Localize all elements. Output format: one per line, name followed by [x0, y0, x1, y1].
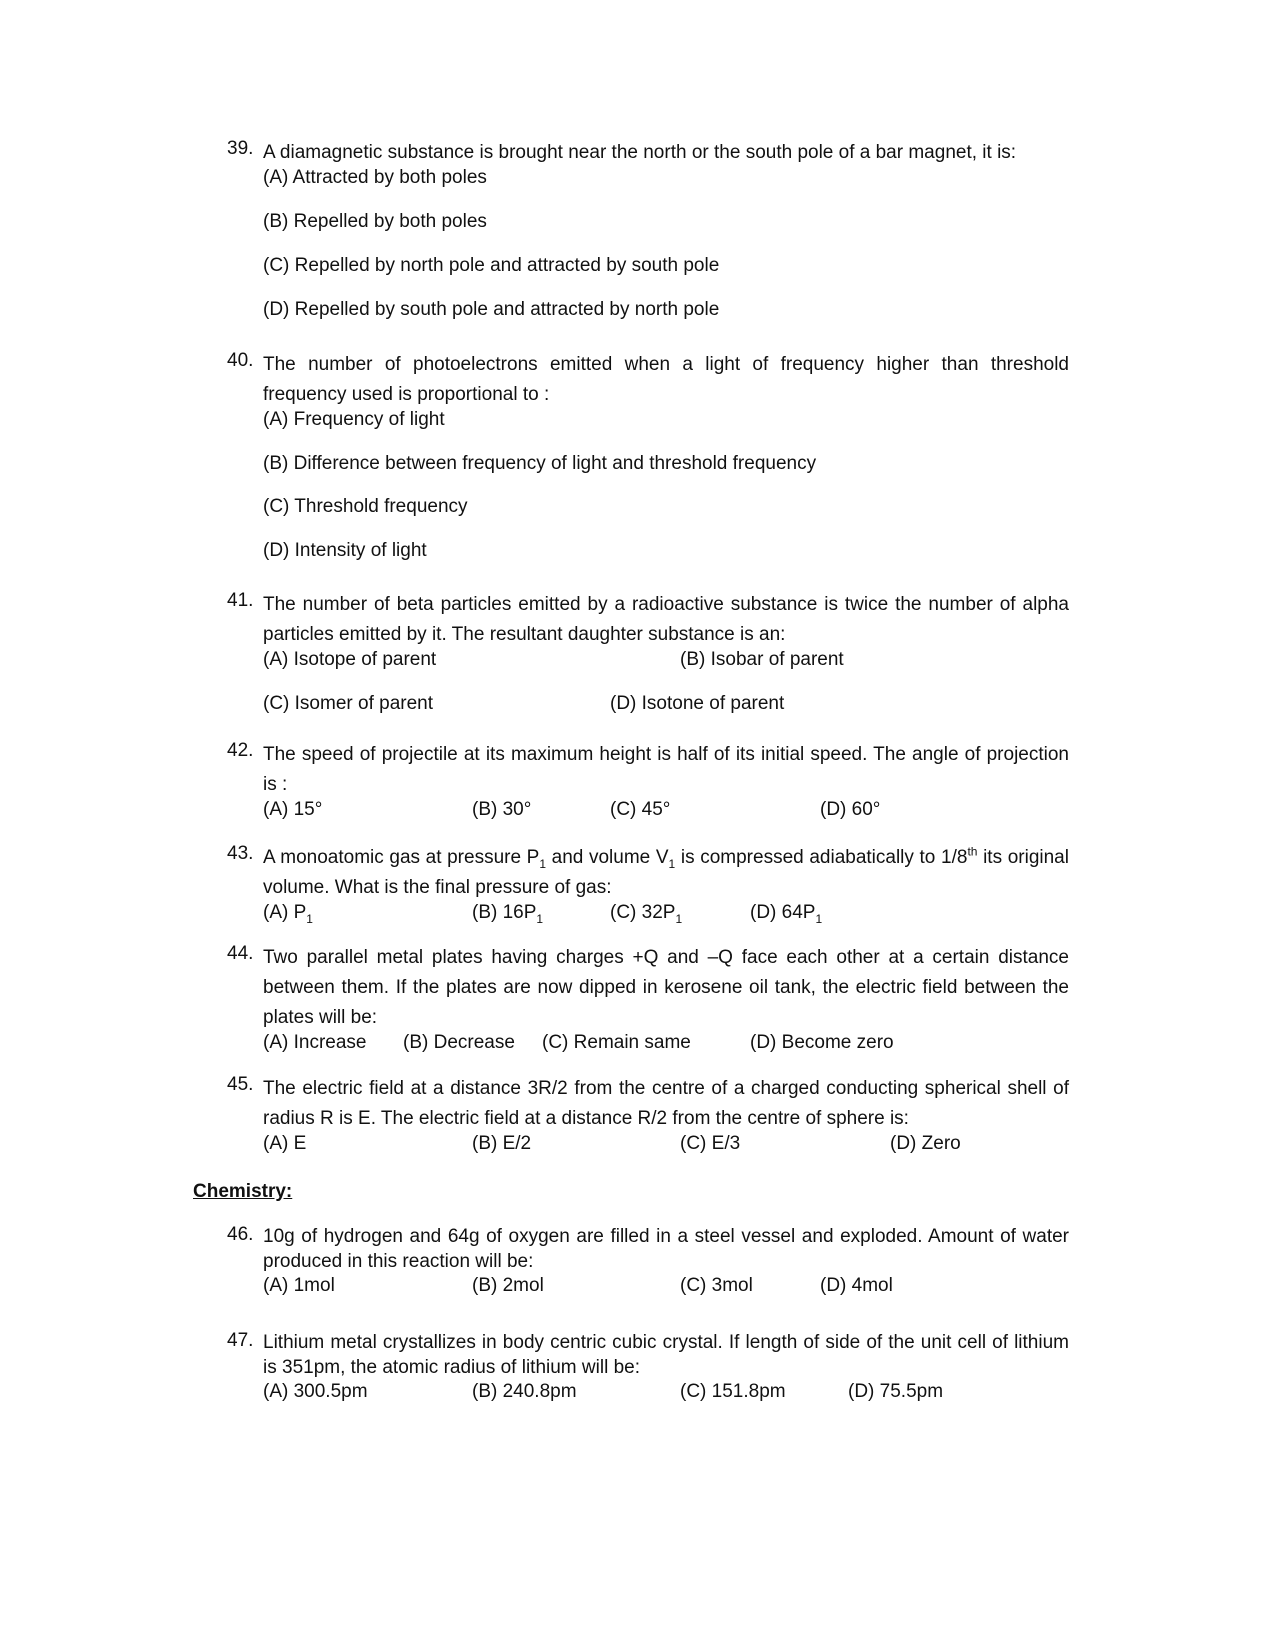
option-c: (C) Threshold frequency: [263, 496, 468, 517]
option-a: (A) Attracted by both poles: [263, 167, 487, 188]
question-number: 43.: [227, 843, 254, 864]
option-d: (D) Become zero: [750, 1032, 894, 1053]
option-a: (A) 300.5pm: [263, 1381, 368, 1402]
option-c: (C) E/3: [680, 1133, 741, 1154]
option-d: (D) Repelled by south pole and attracted by north pole: [263, 299, 720, 320]
question-number: 42.: [227, 740, 254, 761]
question-number: 40.: [227, 350, 254, 371]
option-a: (A) Frequency of light: [263, 409, 445, 430]
question-text: The electric field at a distance 3R/2 from the centre of a charged conducting spherical shell of radius R is E. The electric field at a distance R/2 from the centre of sphere is:: [263, 1078, 1069, 1129]
option-b: (B) $16P_1$: [472, 902, 544, 926]
option-c: (C) 3mol: [680, 1275, 753, 1296]
question-number: 46.: [227, 1224, 254, 1245]
option-b: (B) Isobar of parent: [680, 649, 844, 670]
option-d: (D) Zero: [890, 1133, 961, 1154]
question-text: A monoatomic gas at pressure $P_1$ and volume $V_1$ is compressed adiabatically to 1/8th its original volume. What is the final pressure of gas:: [263, 844, 1069, 898]
question-number: 45.: [227, 1074, 254, 1095]
option-c: (C) $32P_1$: [610, 902, 683, 926]
option-a: (A) Isotope of parent: [263, 649, 437, 670]
option-b: (B) Decrease: [403, 1032, 515, 1053]
question-number: 44.: [227, 943, 254, 964]
option-c: (C) Remain same: [542, 1032, 691, 1053]
option-c: (C) 151.8pm: [680, 1381, 786, 1402]
question-text: 10g of hydrogen and 64g of oxygen are filled in a steel vessel and exploded. Amount of water produced in this reaction will be:: [263, 1226, 1069, 1272]
question-number: 41.: [227, 590, 254, 611]
option-c: (C) Repelled by north pole and attracted by south pole: [263, 255, 720, 276]
option-a: (A) 15°: [263, 799, 323, 820]
option-b: (B) Difference between frequency of light and threshold frequency: [263, 453, 817, 474]
option-d: (D) 60°: [820, 799, 881, 820]
question-number: 47.: [227, 1330, 254, 1351]
option-b: (B) E/2: [472, 1133, 532, 1154]
question-text: Lithium metal crystallizes in body centric cubic crystal. If length of side of the unit cell of lithium is 351pm, the atomic radius of lithium will be:: [263, 1332, 1069, 1378]
option-a: (A) 1mol: [263, 1275, 335, 1296]
question-text: A diamagnetic substance is brought near the north or the south pole of a bar magnet, it is:: [263, 142, 1017, 163]
question-text: Two parallel metal plates having charges +Q and –Q face each other at a certain distance between them. If the plates are now dipped in kerosene oil tank, the electric field between the plates will be:: [263, 947, 1069, 1028]
option-c: (C) Isomer of parent: [263, 693, 433, 714]
option-b: (B) 240.8pm: [472, 1381, 577, 1402]
question-text: The speed of projectile at its maximum height is half of its initial speed. The angle of projection is :: [263, 744, 1069, 795]
question-number: 39.: [227, 138, 254, 159]
option-a: (A) Increase: [263, 1032, 367, 1053]
option-a: (A) $P_1$: [263, 902, 313, 926]
option-d: (D) Intensity of light: [263, 540, 427, 561]
option-d: (D) Isotone of parent: [610, 693, 785, 714]
option-b: (B) Repelled by both poles: [263, 211, 487, 232]
question-text: The number of photoelectrons emitted when a light of frequency higher than threshold frequency used is proportional to :: [263, 354, 1069, 405]
option-d: (D) 75.5pm: [848, 1381, 944, 1402]
section-header-chemistry: Chemistry:: [193, 1181, 293, 1202]
question-text: The number of beta particles emitted by a radioactive substance is twice the number of alpha particles emitted by it. The resultant daughter substance is an:: [263, 594, 1069, 645]
option-a: (A) E: [263, 1133, 307, 1154]
option-c: (C) 45°: [610, 799, 671, 820]
option-d: (D) 4mol: [820, 1275, 893, 1296]
option-b: (B) 30°: [472, 799, 532, 820]
option-d: (D) $64P_1$: [750, 902, 823, 926]
option-b: (B) 2mol: [472, 1275, 544, 1296]
